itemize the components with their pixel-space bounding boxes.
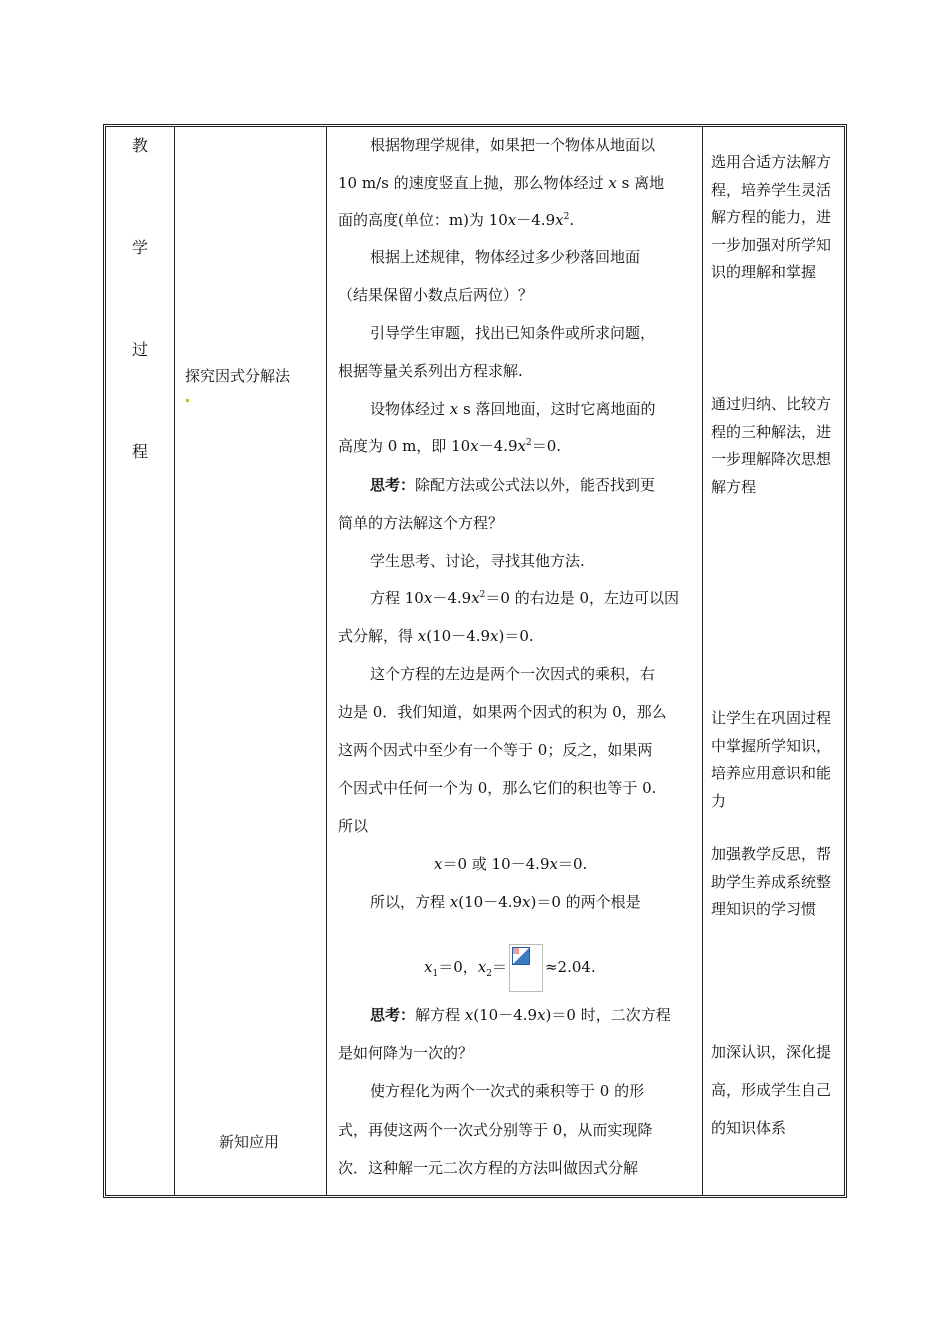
text-line: 根据物理学规律，如果把一个物体从地面以: [370, 136, 656, 154]
text-line: 根据等量关系列出方程求解.: [338, 362, 523, 380]
text-line: 高度为 0 m，即 $10x-4.9x^2=0$.: [338, 437, 562, 455]
text-line: 使方程化为两个一次式的乘积等于 0 的形: [370, 1082, 645, 1100]
text-line: 学生思考、讨论，寻找其他方法.: [370, 552, 585, 570]
stage-column: [106, 127, 174, 1195]
text-line: 方程 $10x-4.9x^2=0$ 的右边是 0，左边可以因: [370, 589, 680, 607]
roots-line: $x_1=0$，$x_2=$ ≈2.04.: [338, 941, 794, 993]
text-line: 边是 0．我们知道，如果两个因式的积为 0，那么: [338, 703, 667, 721]
note-consolidate: 让学生在巩固过程中掌握所学知识，培养应用意识和能力: [711, 709, 832, 810]
text-line: 引导学生审题，找出已知条件或所求问题，: [370, 324, 656, 342]
stage-char: 程: [131, 442, 148, 461]
text-line: 面的高度(单位：m)为 $10x-4.9x^2$.: [338, 211, 575, 229]
text-line: 思考：解方程 x(10－4.9x)＝0 时，二次方程: [370, 1006, 671, 1024]
text-line: 10 m/s 的速度竖直上抛，那么物体经过 x s 离地: [338, 174, 665, 192]
text-line: （结果保留小数点后两位）？: [338, 286, 534, 304]
column-divider: [326, 127, 327, 1195]
text-line: 设物体经过 x s 落回地面，这时它离地面的: [370, 400, 656, 418]
text-line: 个因式中任何一个为 0，那么它们的积也等于 0.: [338, 779, 657, 797]
text-line: 式，再使这两个一次式分别等于 0，从而实现降: [338, 1121, 653, 1139]
text-line: x＝0 或 10－4.9x＝0.: [434, 855, 588, 873]
text-line: 所以，方程 x(10－4.9x)＝0 的两个根是: [370, 893, 641, 911]
stage-char: 教: [131, 136, 148, 155]
note-compare: 通过归纳、比较方程的三种解法，进一步理解降次思想解方程: [711, 395, 832, 496]
fraction-image: [509, 944, 543, 992]
text-line: 所以: [338, 817, 369, 835]
column-divider: [174, 127, 175, 1195]
text-line: 思考：除配方法或公式法以外，能否找到更: [370, 476, 656, 494]
note-reflect: 加强教学反思，帮助学生养成系统整理知识的学习惯: [711, 845, 832, 918]
text-line: 这两个因式中至少有一个等于 0；反之，如果两: [338, 741, 653, 759]
note-deepen: 加深认识，深化提高，形成学生自己的知识体系: [711, 1043, 832, 1137]
text-line: 这个方程的左边是两个一次因式的乘积，右: [370, 665, 656, 683]
note-method: 选用合适方法解方程，培养学生灵活解方程的能力，进一步加强对所学知识的理解和掌握: [711, 153, 832, 281]
stage-char: 学: [131, 238, 148, 257]
section-apply: 新知应用: [219, 1133, 280, 1151]
text-line: 是如何降为一次的？: [338, 1044, 474, 1062]
marker-dot: [186, 399, 189, 402]
lesson-table: [103, 124, 847, 1198]
stage-char: 过: [131, 340, 148, 359]
text-line: 次．这种解一元二次方程的方法叫做因式分解: [338, 1159, 639, 1177]
text-line: 式分解，得 x(10－4.9x)＝0.: [338, 627, 534, 645]
text-line: 根据上述规律，物体经过多少秒落回地面: [370, 248, 641, 266]
text-line: 简单的方法解这个方程？: [338, 514, 504, 532]
section-explore: 探究因式分解法: [185, 367, 291, 385]
